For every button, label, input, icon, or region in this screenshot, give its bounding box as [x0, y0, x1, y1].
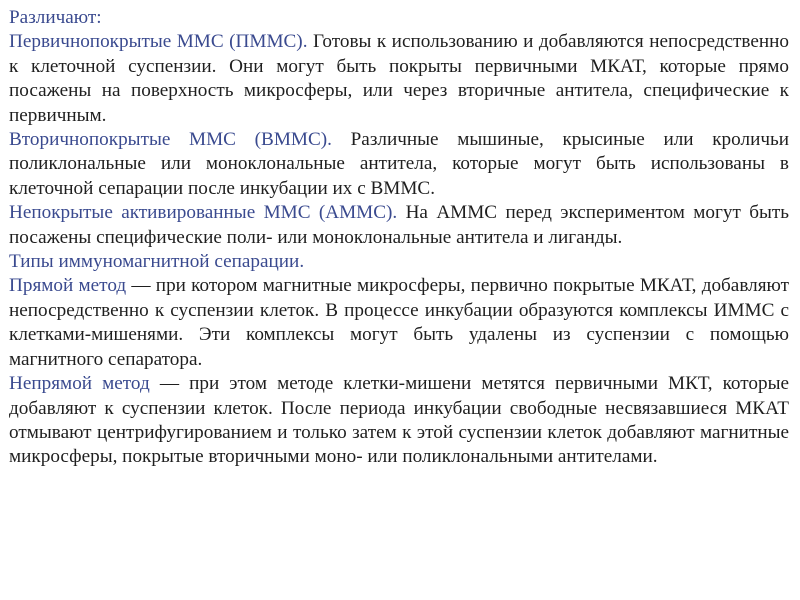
method-direct-body: — при котором магнитные микросферы, первично покрытые МКАТ, добавляют непосредственно к суспензии клеток. В процессе инкубации образуются комплексы ИММС с клетками-мишенями. Эти комплексы могут быть удалены из суспензии с помощью магнитного сепаратора. [9, 275, 790, 370]
paragraph-pmms-body: Готовы к использованию и добавляются непосредственно к клеточной суспензии. Они могут быть покрыты первичными МКАТ, которые прямо посажены на поверхность микросферы, или через вторичные антитела, специфические к первичным. [9, 31, 789, 126]
method-indirect-lead: Непрямой метод [9, 373, 150, 395]
intro-heading: Различают: [9, 7, 102, 28]
method-indirect [9, 372, 789, 470]
method-direct-lead: Прямой метод [9, 275, 127, 297]
paragraph-vmms [9, 128, 789, 201]
method-indirect-body: — при этом методе клетки-мишени метятся первичными МКТ, которые добавляют к суспензии клеток. После периода инкубации свободные несвязавшиеся МКАТ отмывают центрифугированием и только затем к этой суспензии клеток добавляют магнитные микросферы, покрытые вторичными моно- или поликлональными антителами. [9, 373, 789, 468]
paragraph-pmms-lead: Первичнопокрытые ММС (ПММС). [9, 31, 308, 53]
paragraph-amms-lead: Непокрытые активированные ММС (АММС). [9, 202, 398, 224]
paragraph-vmms-body: Различные мышиные, крысиные или кроличьи поликлональные или моноклональные антитела, которые могут быть использованы в клеточной сепарации после инкубации их с ВММС. [9, 129, 790, 199]
paragraph-pmms [9, 30, 789, 128]
paragraph-amms [9, 201, 789, 250]
paragraph-vmms-lead: Вторичнопокрытые ММС (ВММС). [9, 129, 332, 151]
section-title: Типы иммуномагнитной сепарации. [9, 251, 305, 273]
method-direct [9, 274, 789, 372]
paragraph-amms-body: На АММС перед экспериментом могут быть посажены специфические поли- или моноклональные антитела и лиганды. [9, 202, 789, 248]
